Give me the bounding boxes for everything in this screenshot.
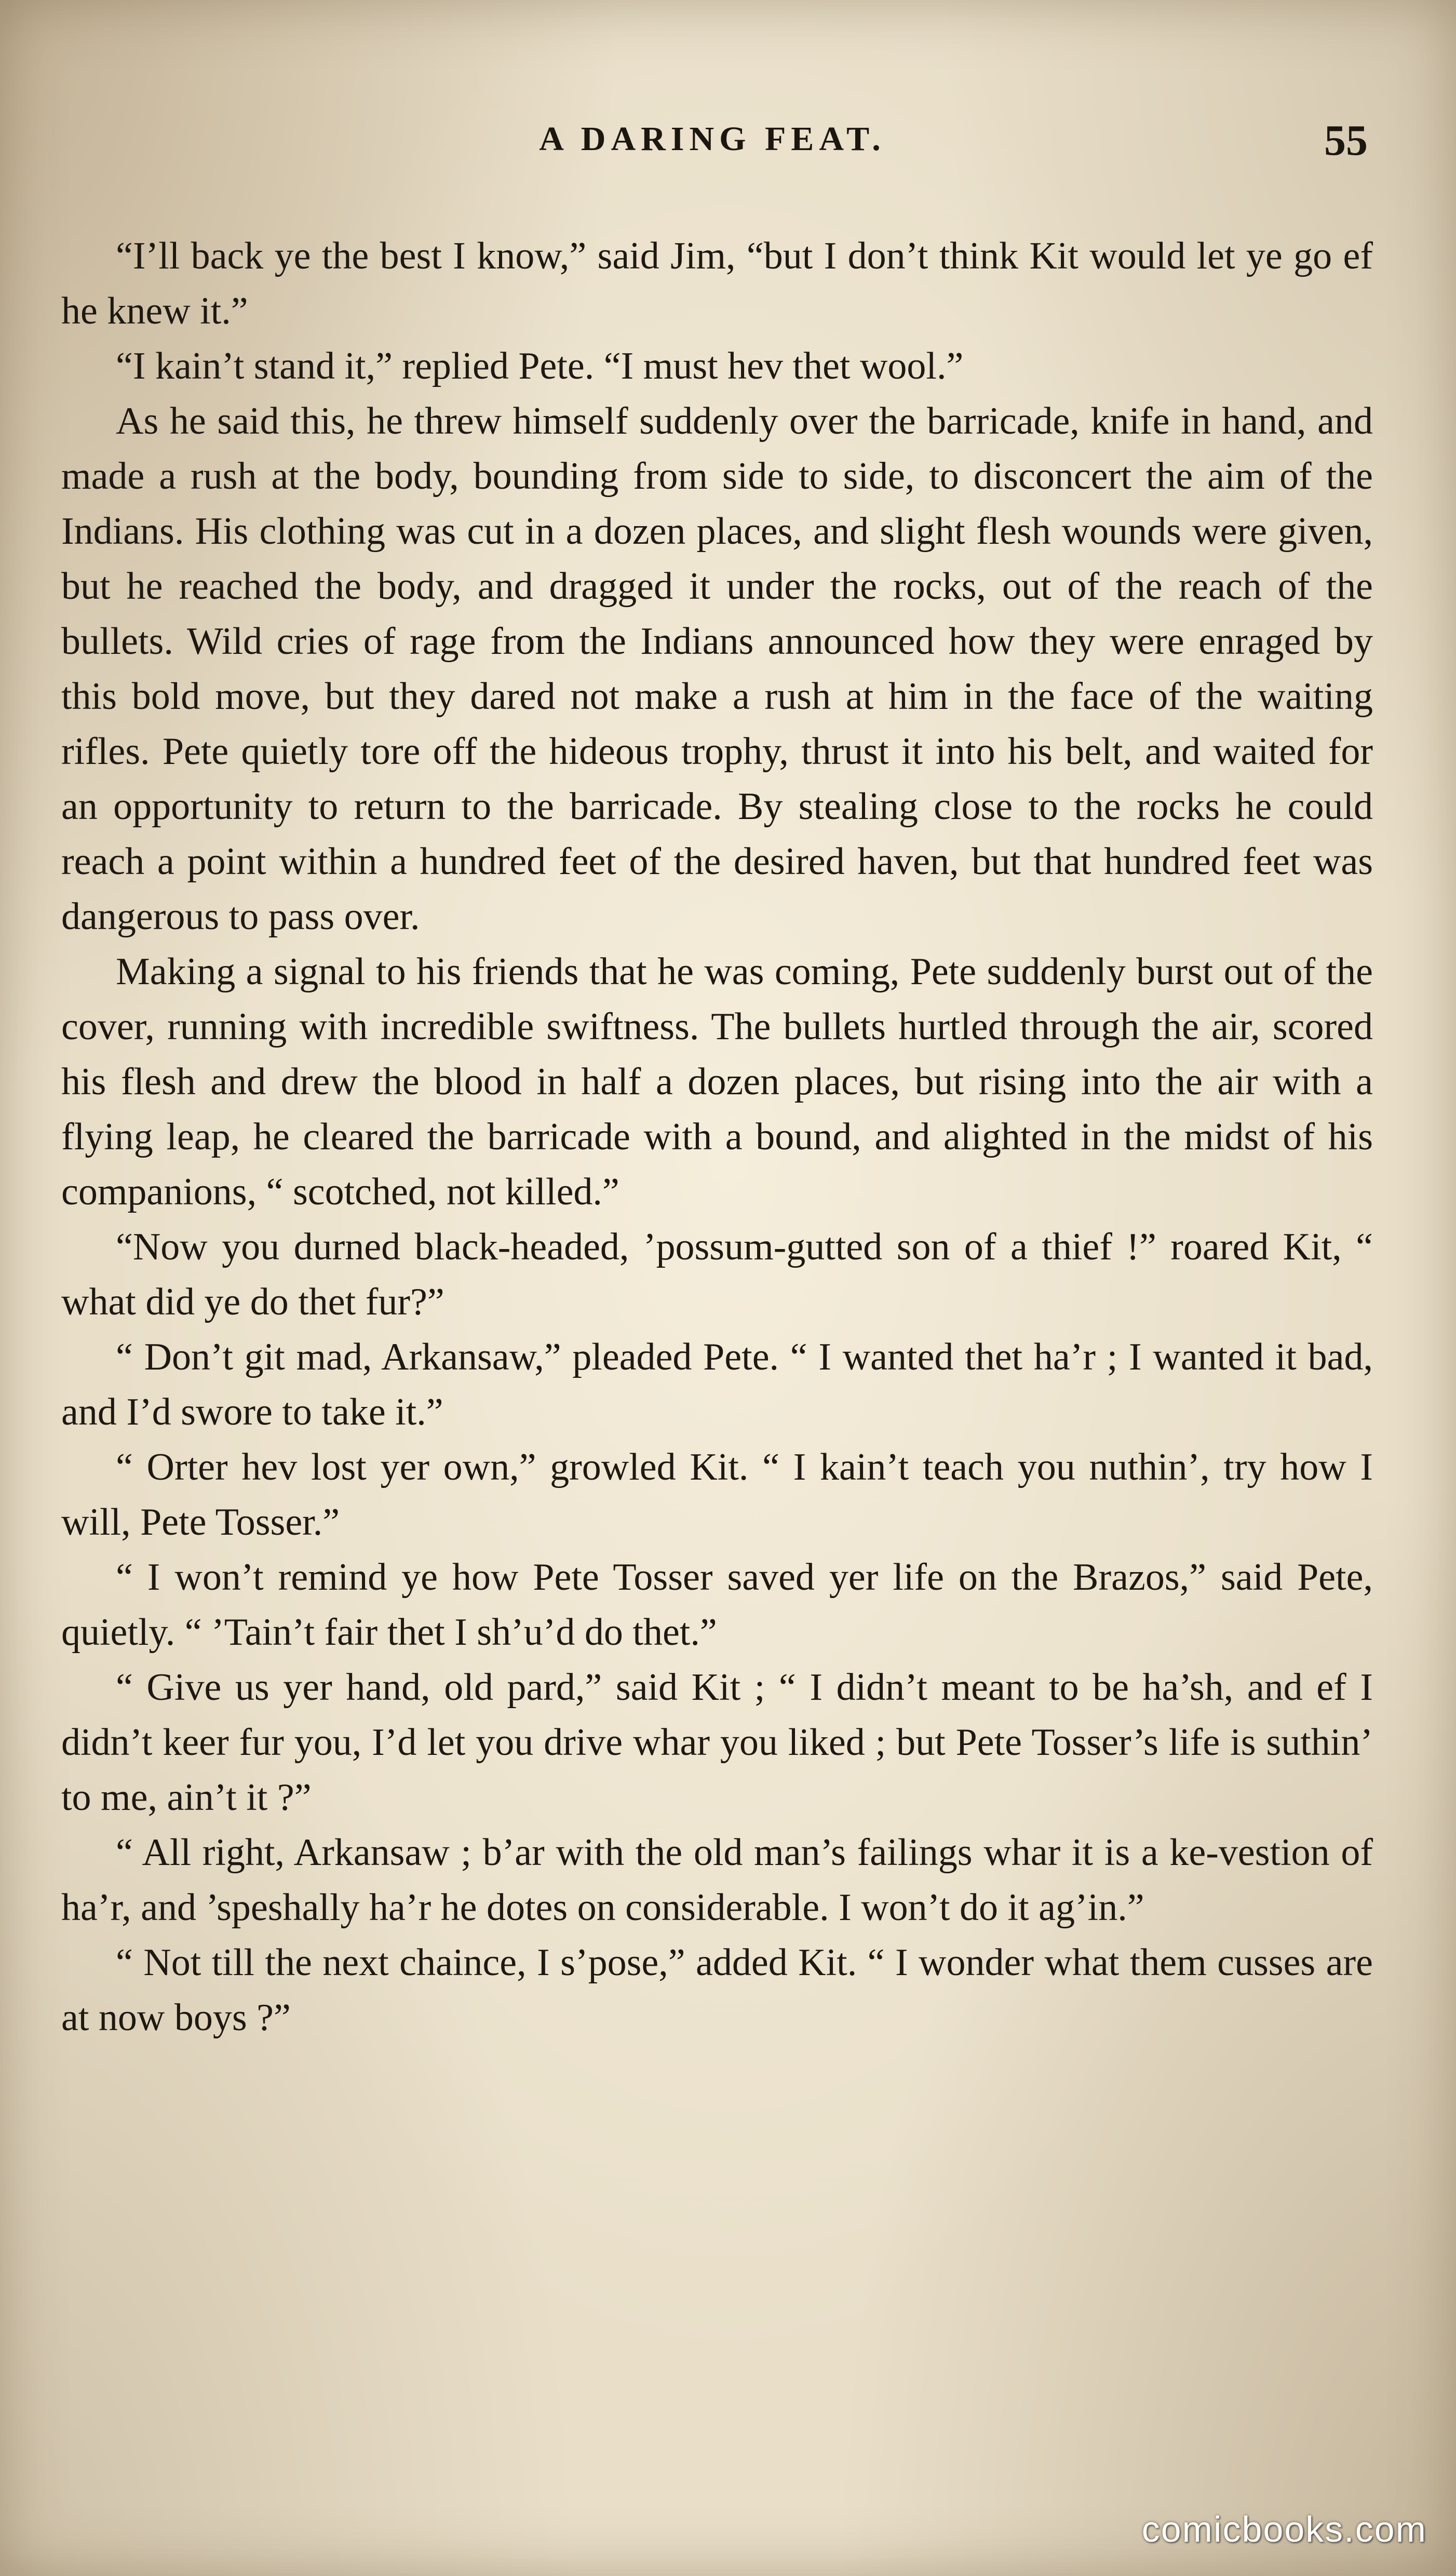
paragraph: “I’ll back ye the best I know,” said Jim, “but I don’t think Kit would let ye go ef he knew it.” [61,235,1373,332]
paragraph: As he said this, he threw himself suddenly over the barricade, knife in hand, and made a rush at the body, bounding from side to side, to disconcert the aim of the Indians. His clothing was cut in a dozen places, and slight flesh wounds were given, but he reached the body, and dragged it under the rocks, out of the reach of the bullets. Wild cries of rage from the Indians announced how they were enraged by this bold move, but they dared not make a rush at him in the face of the waiting rifles. Pete quietly tore off the hideous trophy, thrust it into his belt, and waited for an opportunity to return to the barricade. By stealing close to the rocks he could reach a point within a hundred feet of the desired haven, but that hundred feet was dangerous to pass over. [61,400,1373,938]
paragraph: “ Orter hev lost yer own,” growled Kit. “ I kain’t teach you nuthin’, try how I will, Pete Tosser.” [61,1446,1373,1544]
page-number: 55 [1324,116,1368,165]
paragraph: “I kain’t stand it,” replied Pete. “I must hev thet wool.” [116,345,964,387]
body-text [61,229,1373,2045]
watermark: comicbooks.com [1141,2509,1427,2550]
paragraph: “Now you durned black-headed, ’possum-gutted son of a thief !” roared Kit, “ what did ye do thet fur?” [61,1226,1373,1323]
paragraph: “ Give us yer hand, old pard,” said Kit ; “ I didn’t meant to be ha’sh, and ef I didn’t keer fur you, I’d let you drive whar you liked ; but Pete Tosser’s life is suthin’ to me, ain’t it ?” [61,1666,1373,1819]
paragraph: “ All right, Arkansaw ; b’ar with the old man’s failings whar it is a ke-vestion of ha’r, and ’speshally ha’r he dotes on considerable. I won’t do it ag’in.” [61,1831,1373,1929]
page-header [57,116,1368,182]
paragraph: “ Not till the next chaince, I s’pose,” added Kit. “ I wonder what them cusses are at now boys ?” [61,1941,1373,2039]
paragraph: Making a signal to his friends that he was coming, Pete suddenly burst out of the cover, running with incredible swiftness. The bullets hurtled through the air, scored his flesh and drew the blood in half a dozen places, but rising into the air with a flying leap, he cleared the barricade with a bound, and alighted in the midst of his companions, “ scotched, not killed.” [61,950,1373,1213]
paragraph: “ I won’t remind ye how Pete Tosser saved yer life on the Brazos,” said Pete, quietly. “ ’Tain’t fair thet I sh’u’d do thet.” [61,1556,1373,1654]
running-head: A DARING FEAT. [539,120,886,158]
paragraph: “ Don’t git mad, Arkansaw,” pleaded Pete. “ I wanted thet ha’r ; I wanted it bad, and I’d swore to take it.” [61,1336,1373,1433]
